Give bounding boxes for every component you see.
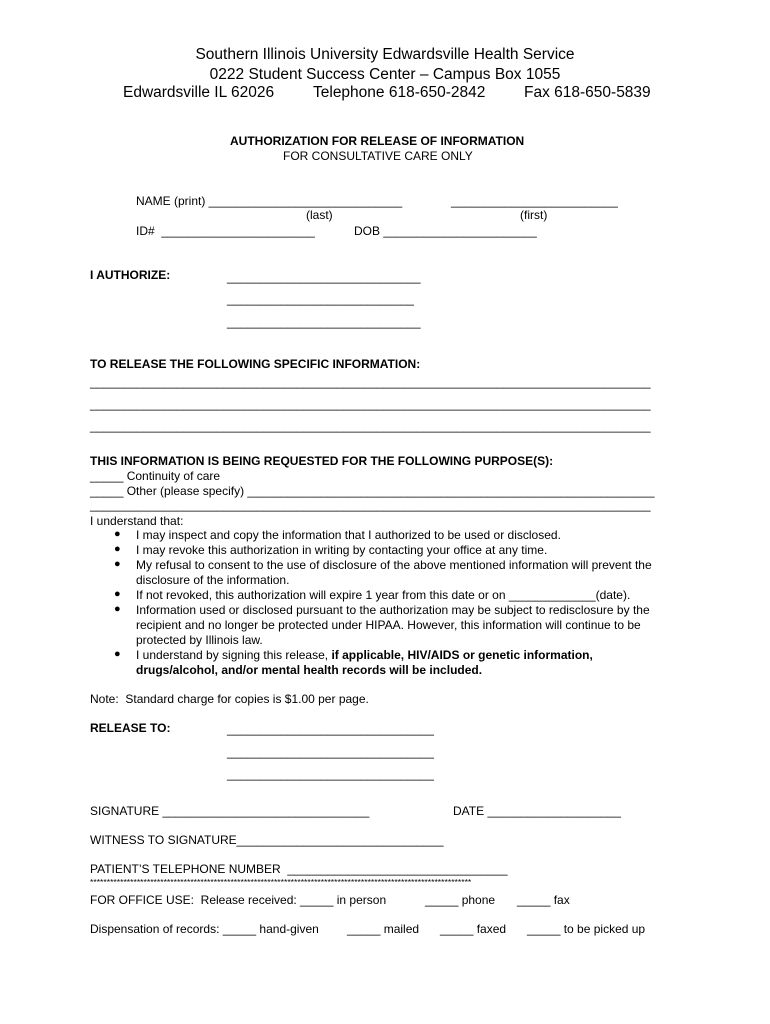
dob-field[interactable]: DOB _______________________ [354,224,537,238]
understand-item [136,648,636,678]
note-text: Note: Standard charge for copies is $1.00 per page. [90,692,369,706]
authorize-label: I AUTHORIZE: [90,268,171,282]
witness-field[interactable]: WITNESS TO SIGNATURE_______________________________ [90,833,444,847]
purpose-label: THIS INFORMATION IS BEING REQUESTED FOR THE FOLLOWING PURPOSE(S): [90,454,554,468]
release-to-line[interactable]: _______________________________ [227,745,434,759]
release-info-line[interactable]: ____________________________________________________________________________________ [90,397,651,411]
understand-item: My refusal to consent to the use of disclosure of the above mentioned information will prevent the disclosure of the information. [136,558,652,587]
office-received[interactable]: FOR OFFICE USE: Release received: _____ in person [90,893,387,907]
form-title: AUTHORIZATION FOR RELEASE OF INFORMATION [230,134,525,148]
date-field[interactable]: DATE ____________________ [453,804,621,818]
understand-item: Information used or disclosed pursuant to the authorization may be subject to redisclosure by the recipient and no longer be protected under HIPAA. However, this information will continue to be protected by Illinois law. [136,603,650,647]
purpose-other[interactable]: _____ Other (please specify) _____________________________________________________________ [90,484,655,498]
authorize-line[interactable]: _____________________________ [227,270,421,284]
patient-phone-field[interactable]: PATIENT’S TELEPHONE NUMBER _________________________________ [90,862,508,876]
bullet-icon: ● [114,528,121,540]
signature-field[interactable]: SIGNATURE _______________________________ [90,804,370,818]
office-disp-mailed[interactable]: _____ mailed [347,922,420,936]
clinic-fax: Fax 618-650-5839 [524,84,651,101]
understand-intro: I understand that: [90,514,184,528]
bullet-icon: ● [114,603,121,615]
authorize-line[interactable]: ____________________________ [227,292,414,306]
clinic-address: 0222 Student Success Center – Campus Box 1055 [209,66,561,83]
clinic-name: Southern Illinois University Edwardsville Health Service [195,46,575,63]
office-received-phone[interactable]: _____ phone [425,893,496,907]
bullet-icon: ● [114,558,121,570]
bullet-icon: ● [114,588,121,600]
release-info-line[interactable]: ____________________________________________________________________________________ [90,375,651,389]
understand-item: I may revoke this authorization in writing by contacting your office at any time. [136,543,548,557]
form-subtitle: FOR CONSULTATIVE CARE ONLY [283,149,473,163]
last-caption: (last) [306,208,333,222]
release-info-label: TO RELEASE THE FOLLOWING SPECIFIC INFORMATION: [90,357,421,371]
office-disp-faxed[interactable]: _____ faxed [440,922,507,936]
understand-item: I may inspect and copy the information that I authorized to be used or disclosed. [136,528,561,542]
clinic-city: Edwardsville IL 62026 [123,84,275,101]
clinic-phone: Telephone 618-650-2842 [313,84,486,101]
divider: ****************************************************************************************************************** [90,877,472,887]
office-received-fax[interactable]: _____ fax [517,893,570,907]
name-field[interactable]: NAME (print) _____________________________ [136,194,403,208]
first-caption: (first) [520,208,548,222]
understand-item-plain: I understand by signing this release, [136,648,332,662]
bullet-icon: ● [114,543,121,555]
release-to-label: RELEASE TO: [90,721,171,735]
first-name-field[interactable]: _________________________ [451,194,618,208]
understand-item-bold: if applicable, HIV/AIDS or genetic information, drugs/alcohol, and/or mental health records will be included. [136,648,593,677]
bullet-icon: ● [114,648,121,660]
release-to-line[interactable]: _______________________________ [227,767,434,781]
id-field[interactable]: ID# _______________________ [136,224,315,238]
purpose-continuity[interactable]: _____ Continuity of care [90,469,221,483]
purpose-extra-line[interactable]: ____________________________________________________________________________________ [90,498,651,512]
office-dispensation[interactable]: Dispensation of records: _____ hand-given [90,922,319,936]
release-info-line[interactable]: ____________________________________________________________________________________ [90,419,651,433]
office-disp-pickup[interactable]: _____ to be picked up [527,922,646,936]
authorize-line[interactable]: _____________________________ [227,315,421,329]
understand-item: If not revoked, this authorization will expire 1 year from this date or on _____________(date). [136,588,631,602]
release-to-line[interactable]: _______________________________ [227,722,434,736]
